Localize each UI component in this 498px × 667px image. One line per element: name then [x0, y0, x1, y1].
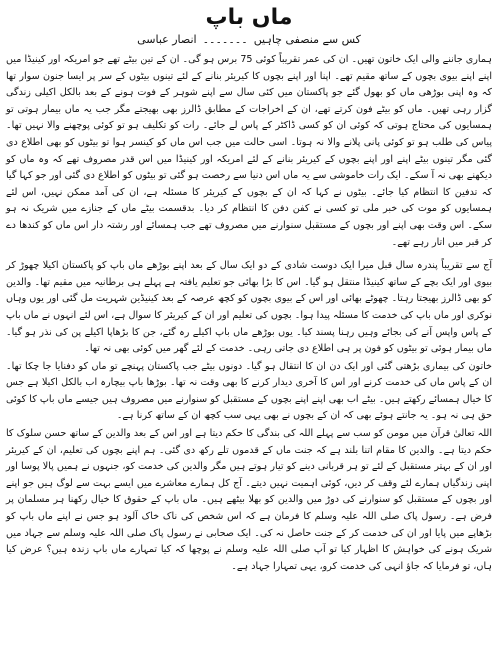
article-paragraph: اللہ تعالیٰ قرآن میں مومن کو سب سے پہلے اللہ کی بندگی کا حکم دیتا ہے اور اس کے بعد والدین کے ساتھ حسن سلوک کا حکم دیتا ہے۔ والدین کا مقام اتنا بلند ہے کہ جنت ماں کے قدموں تلے رکھ دی گئی۔ ہم اپنے بچوں کی تعلیم، ان کے کیریئر اور ان کے بہتر مستقبل کے لئے تو ہر قربانی دینے کو تیار ہوتے ہیں مگر والدین کی خدمت کو، جنہوں نے ہمیں پالا پوسا اور اپنی زندگیاں ہمارے لئے وقف کر دیں، کوئی اہمیت نہیں دیتے۔ آج کل ہمارے معاشرے میں ایسے بہت سے لوگ ہیں جو اپنے اور بچوں کے مستقبل کو سنوارنے کی دوڑ میں والدین کو بھلا بیٹھے ہیں۔ ماں باپ کے حقوق کا خیال رکھنا ہر مسلمان پر فرض ہے۔ رسول پاک صلی اللہ علیہ وسلم کا فرمان ہے کہ اس شخص کی ناک خاک آلود ہو جس نے اپنے ماں باپ کو بڑھاپے میں پایا اور ان کی خدمت کر کے جنت حاصل نہ کی۔ ایک صحابی نے رسول پاک صلی اللہ علیہ وسلم سے جہاد میں شریک ہونے کی خواہش کا اظہار کیا تو آپ صلی اللہ علیہ وسلم نے پوچھا کہ کیا تمہارے ماں باپ زندہ ہیں؟ عرض کیا ہاں، تو فرمایا کہ جاؤ انہی کی خدمت کرو، یہی تمہارا جہاد ہے۔ — [6, 428, 492, 572]
article-paragraph: خاتون کی بیماری بڑھتی گئی اور ایک دن ان کا انتقال ہو گیا۔ دونوں بیٹے جب پاکستان پہنچے تو ماں کو دفنایا جا چکا تھا۔ ان کے پاس ماں کی خدمت کرنے اور اس کا آخری دیدار کرنے کا بھی وقت نہ تھا۔ بوڑھا باپ بیچارہ اب بالکل اکیلا ہے جس کا خیال ہمسائے رکھتے ہیں۔ بیٹے اب بھی اپنے اپنے بچوں کے مستقبل کو سنوارنے میں مصروف ہیں جیسے ماں باپ کا کوئی حق ہی نہ ہو۔ یہ جانتے ہوئے بھی کہ ان کے بچوں نے بھی یہی سب کچھ ان کے ساتھ کرنا ہے۔ — [6, 360, 492, 422]
article-body — [6, 52, 492, 575]
byline-separator: ۔۔۔۔۔۔۔ — [202, 33, 248, 46]
article-paragraph: آج سے تقریباً پندرہ سال قبل میرا ایک دوست شادی کے دو ایک سال کے بعد اپنے بوڑھے ماں باپ کو پاکستان اکیلا چھوڑ کر بیوی اور ایک بچے کے ساتھ کینیڈا منتقل ہو گیا۔ اس کا بڑا بھائی جو تعلیم یافتہ ہے پہلے ہی برطانیہ میں مقیم تھا۔ والدین کو بھی ڈالرز بھیجتا رہتا۔ چھوٹے بھائی اور اس کے بیوی بچوں کو کچھ عرصہ کے بعد کینیڈین شہریت مل گئی اور یوں وہاں نوکری اور ماں باپ کی خدمت کا مسئلہ پیدا ہوا۔ بچوں کی تعلیم اور ان کے کیریئر کا سوال ہے، اس لئے انہوں نے ماں باپ کے پاس واپس آنے کی بجائے وہیں رہنا پسند کیا۔ یوں بوڑھے ماں باپ اکیلے رہ گئے، جن کا بڑھاپا اکیلے پن کی نذر ہو گیا۔ ماں بیمار ہوئی تو بیٹوں کو فون پر ہی اطلاع دی جاتی رہی۔ خدمت کے لئے گھر میں کوئی بھی نہ تھا۔ — [6, 260, 492, 355]
column-name: کس سے منصفی چاہیں — [253, 33, 361, 46]
article-paragraph: ہماری جاننے والی ایک خاتون تھیں۔ ان کی عمر تقریباً کوئی 75 برس ہو گی۔ ان کے تین بیٹے تھے جو امریکہ اور کینیڈا میں اپنے اپنے بیوی بچوں کے ساتھ مقیم تھے۔ اپنا اور اپنے بچوں کا کیریئر بنانے کے لئے تینوں بیٹوں کے سر پر ایسا جنون سوار تھا کہ وہ اپنی بوڑھی ماں کو بھول گئے جو پاکستان میں کئی سال سے اپنے شوہر کے فوت ہونے کے بعد بالکل اکیلی زندگی گزار رہی تھیں۔ ماں کو بیٹے فون کرتے تھے، ان کے اخراجات کے مطابق ڈالرز بھی بھیجتے مگر جب یہ ماں بیمار ہوتی تو ہمسایوں کی محتاج ہوتی کہ کوئی ان کو کسی ڈاکٹر کے پاس لے جائے۔ رات کو تکلیف ہو تو کوئی پوچھنے والا نہیں تھا۔ پیاس کی طلب ہو تو کوئی پانی پلانے والا نہ ہوتا۔ اسی حالت میں جب اس ماں کو کینسر ہوا تو بیٹوں کو بھی اطلاع دی گئی مگر تینوں بیٹے اپنے اور اپنے بچوں کے کیریئر بنانے کے لئے امریکہ اور کینیڈا میں اس قدر مصروف تھے کہ وہ ماں کو دیکھنے بھی نہ آ سکے۔ ایک رات خاموشی سے یہ ماں اس دنیا سے رخصت ہو گئی تو بیٹوں کو اطلاع دی گئی اور جو کہا گیا کہ تدفین کا انتظام کیا جائے۔ بیٹوں نے کہا کہ ان کے بچوں کے کیریئر کا مسئلہ ہے، ان کی آمد ممکن نہیں، اس لئے ہمسایوں کو موت کی خبر ملی تو کسی نے کفن دفن کا انتظام کر دیا۔ بدقسمت بیٹے ماں کے جنازے میں شریک نہ ہو سکے۔ اس وقت بھی اپنے اور بچوں کے مستقبل سنوارنے میں مصروف تھے جب ہمسائے اور رشتہ دار اس ماں کو کندھا دے کر قبر میں اتار رہے تھے۔ — [6, 54, 492, 248]
article-title: ماں باپ — [205, 5, 293, 30]
article-byline — [6, 32, 492, 50]
author-name: انصار عباسی — [137, 33, 197, 46]
